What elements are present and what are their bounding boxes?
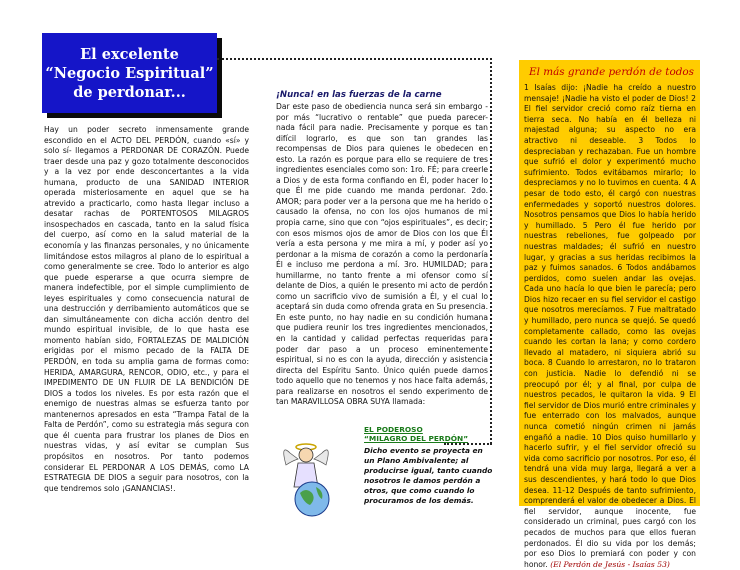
- title-line-3: de perdonar...: [73, 83, 186, 101]
- column-2-text: Dar este paso de obediencia nunca será sin embargo -por más “lucrativo o rentable” que pueda parecer- nada fácil para nadie. Precisamente y porque es tan difícil lograrlo, es que son tan grandes las recompensas de Dios para quienes le obedecen en esto. La razón es porque para ello se requiere de tres ingredientes esenciales como son: 1ro. FÉ; para creerle a Dios y de esta forma confiando en Él, poder hacer lo que Él me pide cuando me manda perdonar. 2do. AMOR; para poder ver a la persona que me ha herido o causado la ofensa, no con los ojos humanos de mi propia carne, sino que con “ojos espirituales”, es decir; con esos mismos ojos de amor de Dios con los que Él vería a esta persona y me mira a mí, y poder así yo perdonar a la misma de corazón a como la perdonaría Él e incluso me perdona a mí. 3ro. HUMILDAD; para humillarme, no tanto frente a mi ofensor como sí delante de Dios, a quién le presento mi acto de perdón como un sacrificio vivo de sumisión a Él, y el cual lo aceptará sin duda como ofrenda grata en Su presencia. En este punto, no hay nadie en su condición humana que pudiera reunir los tres ingredientes mencionados, en la cantidad y calidad perfectas requeridas para poder dar paso a un proceso eminentemente espiritual, si no es con la ayuda, dirección y asistencia directa del Espíritu Santo. Único quién puede darnos todo aquello que no tenemos y nos hace falta además, para realizarse en nosotros el sendo experimento de tan MARAVILLOSA OBRA SUYA llamada:: [276, 102, 488, 407]
- dotted-connector-bottom: [444, 443, 492, 445]
- title-line-1: El excelente: [80, 45, 179, 63]
- title-line-2: “Negocio Espiritual”: [45, 64, 214, 82]
- column-2-heading: ¡Nunca! en las fuerzas de la carne: [276, 90, 442, 100]
- dotted-connector-top: [217, 58, 492, 60]
- sidebar-title: El más grande perdón de todos: [529, 66, 694, 78]
- sidebar-citation: (El Perdón de Jesús - Isaías 53): [550, 559, 670, 569]
- caption-text: Dicho evento se proyecta en un Plano Ambivalente; al producirse igual, tanto cuando nosotros le damos perdón a otros, que como cuando lo procuramos de los demás.: [364, 446, 493, 505]
- dotted-connector-vertical: [490, 58, 492, 444]
- caption-line-2: “MILAGRO DEL PERDÓN”: [364, 434, 469, 443]
- sidebar-text: [524, 83, 696, 570]
- caption-heading: [364, 425, 494, 443]
- sidebar-body: 1 Isaías dijo: ¡Nadie ha creído a nuestro mensaje! ¡Nadie ha visto el poder de Dios! 2 El fiel servidor creció como raíz tierna en tierra seca. No había en él belleza ni majestad alguna; su aspecto no era atractivo ni deseable. 3 Todos lo despreciaban y rechazaban. Fue un hombre que sufrió el dolor y experimentó mucho sufrimiento. Todos evitábamos mirarlo; lo despreciamos y no lo tuvimos en cuenta. 4 A pesar de todo esto, él cargó con nuestras enfermedades y soportó nuestros dolores. Nosotros pensamos que Dios lo había herido y humillado. 5 Pero él fue herido por nuestras rebeliones, fue golpeado por nuestras maldades; él sufrió en nuestro lugar, y gracias a sus heridas recibimos la paz y fuimos sanados. 6 Todos andábamos perdidos, como suelen andar las ovejas. Cada uno hacía lo que bien le parecía; pero Dios hizo recaer en su fiel servidor el castigo que nosotros merecíamos. 7 Fue maltratado y humillado, pero nunca se quejó. Se quedó completamente callado, como las ovejas cuando les cortan la lana; y como cordero llevado al matadero, ni siquiera abrió su boca. 8 Cuando lo arrestaron, no lo trataron con justicia. Nadie lo defendió ni se preocupó por él; y al final, por culpa de nuestros pecados, le quitaron la vida. 9 El fiel servidor de Dios murió entre criminales y fue enterrado con los malvados, aunque nunca cometió ningún crimen ni jamás engañó a nadie. 10 Dios quiso humillarlo y hacerlo sufrir, y el fiel servidor ofreció su vida como sacrificio por nosotros. Por eso, él tendrá una vida muy larga, llegará a ver a sus descendientes, y hará todo lo que Dios desea. 11-12 Después de tanto sufrimiento, comprenderá el valor de obedecer a Dios. El fiel servidor, aunque inocente, fue considerado un criminal, pues cargó con los pecados de muchos para que ellos fueran perdonados. Él dio su vida por los demás; por eso Dios lo premiará con poder y con honor.: [524, 83, 696, 569]
- angel-globe-illustration: [276, 425, 356, 520]
- caption-line-1: EL PODEROSO: [364, 425, 423, 434]
- column-1-text: Hay un poder secreto inmensamente grande escondido en el ACTO DEL PERDÓN, cuando «sí» y solo sí- llegamos a PERDONAR DE CORAZÓN. Puede traer desde una paz y gozo totalmente desconocidos y a la vez por ende desconcertantes a la vida humana, producto de una SANIDAD INTERIOR operada misteriosamente en aquel que se ha atrevido a practicarlo, como hasta llegar incluso a desatar rachas de PORTENTOSOS MILAGROS insospechados en cascada, tanto en la salud física del cuerpo, así como en la salud material de la economía y las finanzas personales, y no únicamente limitándose estos milagros al plano de lo espiritual a como generalmente se cree. Todo lo anterior es algo que puede esperarse a que ocurra siempre de manera indefectible, por el simple cumplimiento de leyes espirituales y como consecuencia natural de una destrucción y derribamiento automáticos que se dan simultáneamente con dicha acción dentro del mundo espiritual invisible, de lo que hasta ese momento habían sido, FORTALEZAS DE MALDICIÓN erigidas por el mismo pecado de la FALTA DE PERDÓN, en toda su amplia gama de formas como: HERIDA, AMARGURA, RENCOR, ODIO, etc., y para el IMPEDIMENTO DE UN FLUIR DE LA BENDICIÓN DE DIOS a todos los niveles. Es por esta razón que el enemigo de nuestras almas se esfuerza tanto por mantenernos apresados en esta “Trampa Fatal de la Falta de Perdón”, como su estrategia más segura con que él cuenta para frustrar los planes de Dios en nuestras vidas, y así evitar se cumplan Sus propósitos en nosotros. Por tanto podemos considerar EL PERDONAR A LOS DEMÁS, como LA ESTRATEGIA DE DIOS a seguir para nosotros, con la que tendremos solo ¡GANANCIAS!.: [44, 125, 249, 493]
- title-box: [42, 33, 217, 113]
